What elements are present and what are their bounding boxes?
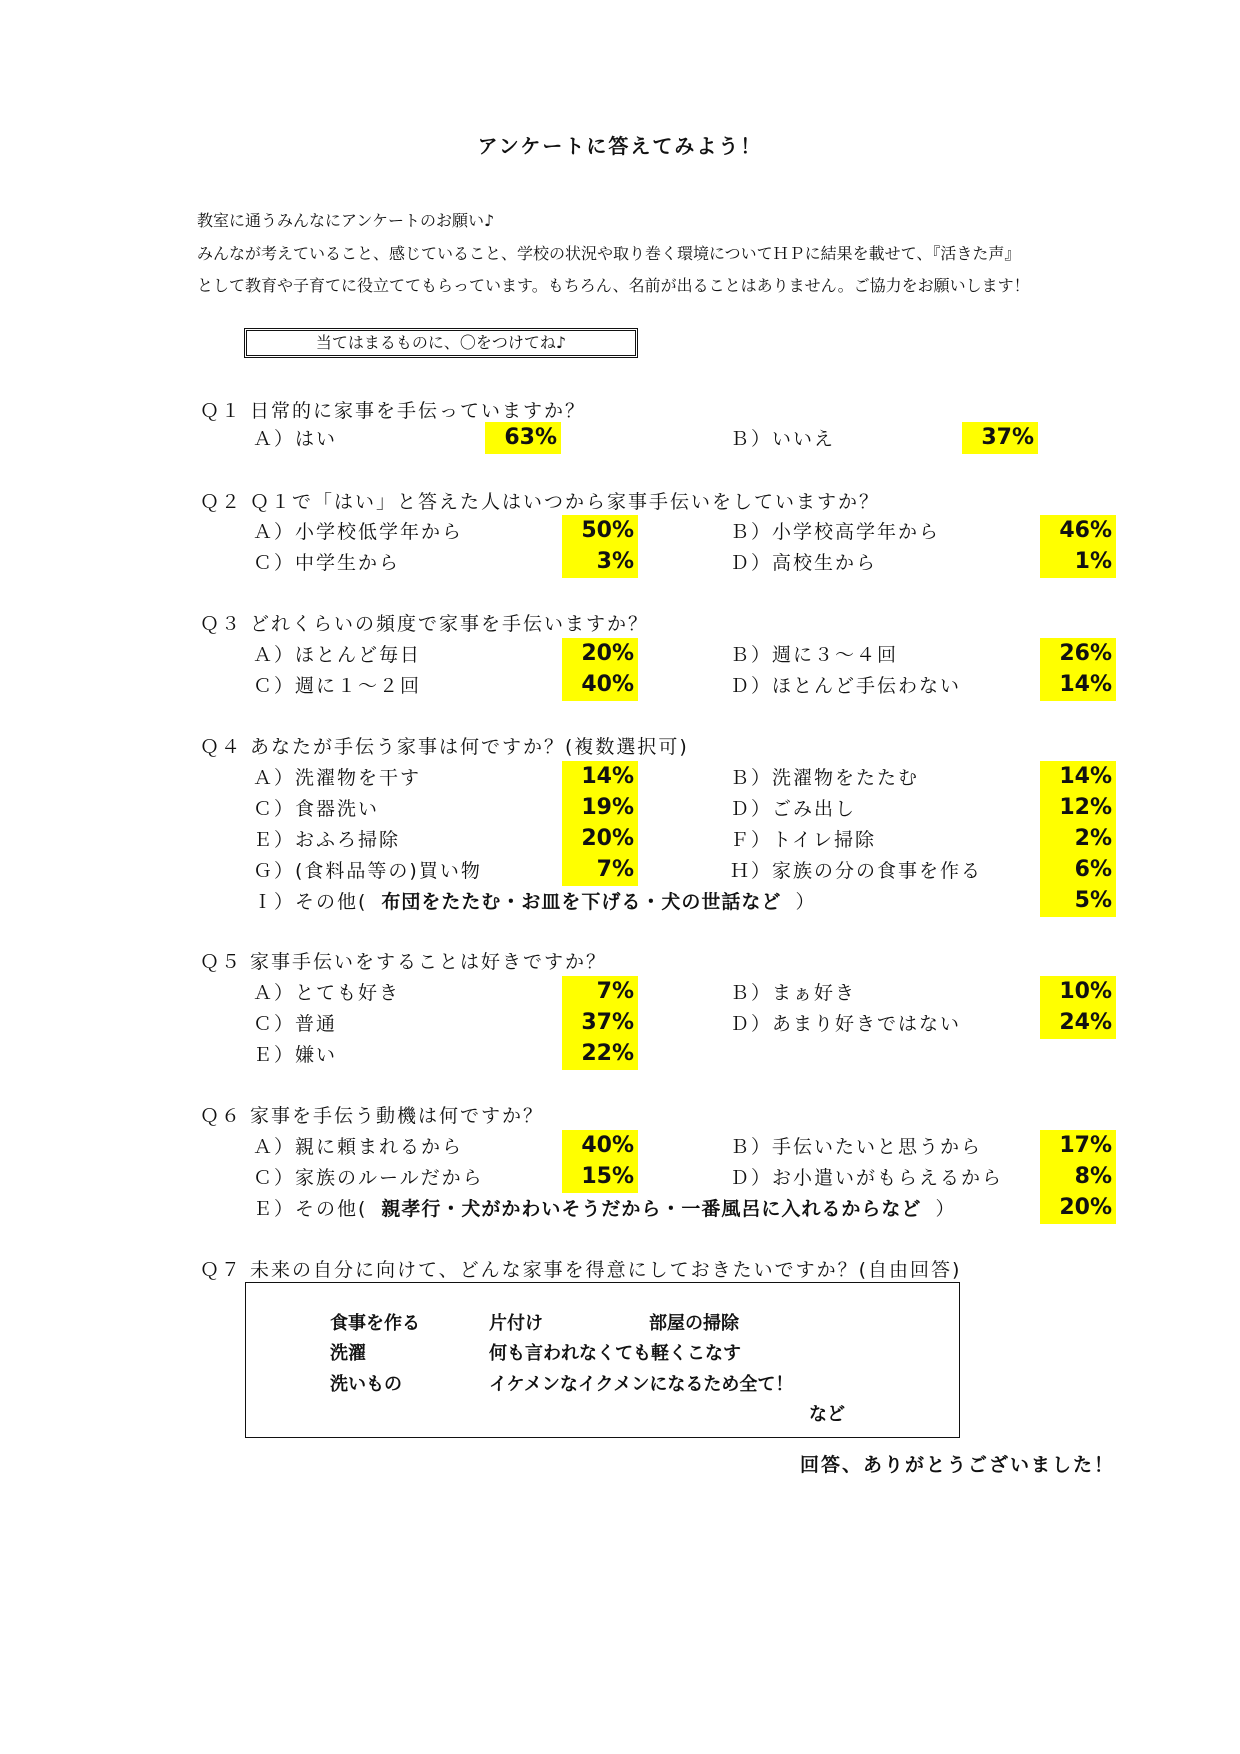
question-text: 家事を手伝う動機は何ですか？ <box>250 1105 545 1127</box>
q3-option-b-percent: 26% <box>1040 638 1116 670</box>
question-text: あなたが手伝う家事は何ですか？(複数選択可) <box>250 736 689 758</box>
q4-option-e[interactable]: Ｅ）おふろ掃除 <box>253 829 401 851</box>
question-2 <box>200 487 880 514</box>
q5-option-a-percent: 7% <box>562 976 638 1008</box>
other-suffix: ） <box>935 1198 957 1220</box>
free-answer: 何も言われなくても軽くこなす <box>489 1343 741 1364</box>
question-number: Ｑ６ <box>200 1105 243 1127</box>
free-answer: 洗いもの <box>330 1374 402 1395</box>
thanks-message: 回答、ありがとうございました！ <box>800 1454 1116 1476</box>
q1-option-b-percent: 37% <box>962 422 1038 454</box>
q2-option-b[interactable]: Ｂ）小学校高学年から <box>730 521 941 543</box>
question-text: 家事手伝いをすることは好きですか？ <box>250 951 608 973</box>
q4-option-d-percent: 12% <box>1040 792 1116 824</box>
q4-option-g-percent: 7% <box>562 854 638 886</box>
q3-option-a[interactable]: Ａ）ほとんど毎日 <box>253 644 422 666</box>
q5-option-b-percent: 10% <box>1040 976 1116 1008</box>
question-4 <box>200 732 689 759</box>
question-5 <box>200 947 607 974</box>
q5-option-c[interactable]: Ｃ）普通 <box>253 1013 338 1035</box>
q3-option-d-percent: 14% <box>1040 669 1116 701</box>
q2-option-c-percent: 3% <box>562 546 638 578</box>
question-number: Ｑ４ <box>200 736 243 758</box>
q4-option-f[interactable]: Ｆ）トイレ掃除 <box>730 829 877 851</box>
question-1 <box>200 396 586 423</box>
q2-option-a[interactable]: Ａ）小学校低学年から <box>253 521 464 543</box>
q4-option-a-percent: 14% <box>562 761 638 793</box>
page-title: アンケートに答えてみよう！ <box>477 134 763 158</box>
q6-option-a[interactable]: Ａ）親に頼まれるから <box>253 1136 464 1158</box>
q4-option-h-percent: 6% <box>1040 854 1116 886</box>
free-answer: 洗濯 <box>330 1343 366 1364</box>
free-answer: 食事を作る <box>330 1313 420 1334</box>
question-number: Ｑ５ <box>200 951 243 973</box>
q2-option-d[interactable]: Ｄ）高校生から <box>730 552 878 574</box>
q6-option-c[interactable]: Ｃ）家族のルールだから <box>253 1167 484 1189</box>
q6-option-b-percent: 17% <box>1040 1130 1116 1162</box>
other-suffix: ） <box>795 891 817 913</box>
question-text: 未来の自分に向けて、どんな家事を得意にしておきたいですか？(自由回答) <box>250 1259 962 1281</box>
q5-option-e[interactable]: Ｅ）嫌い <box>253 1044 338 1066</box>
q6-option-other-percent: 20% <box>1040 1192 1116 1224</box>
free-answer: 片付け <box>489 1313 543 1334</box>
free-answer: 部屋の掃除 <box>649 1313 739 1334</box>
q4-option-b-percent: 14% <box>1040 761 1116 793</box>
question-6 <box>200 1101 544 1128</box>
q5-option-a[interactable]: Ａ）とても好き <box>253 982 401 1004</box>
other-answer: 布団をたたむ・お皿を下げる・犬の世話など <box>381 891 782 913</box>
q4-option-d[interactable]: Ｄ）ごみ出し <box>730 798 857 820</box>
q4-option-c[interactable]: Ｃ）食器洗い <box>253 798 380 820</box>
free-answer: イケメンなイクメンになるため全て！ <box>489 1374 794 1395</box>
intro-line-1: 教室に通うみんなにアンケートのお願い♪ <box>197 211 495 230</box>
q2-option-d-percent: 1% <box>1040 546 1116 578</box>
q6-option-d-percent: 8% <box>1040 1161 1116 1193</box>
question-7 <box>200 1255 961 1282</box>
q2-option-c[interactable]: Ｃ）中学生から <box>253 552 401 574</box>
q3-option-a-percent: 20% <box>562 638 638 670</box>
q6-option-a-percent: 40% <box>562 1130 638 1162</box>
q3-option-b[interactable]: Ｂ）週に３～４回 <box>730 644 899 666</box>
q2-option-a-percent: 50% <box>562 515 638 547</box>
free-answer-box <box>245 1282 960 1438</box>
q4-option-b[interactable]: Ｂ）洗濯物をたたむ <box>730 767 920 789</box>
q6-option-d[interactable]: Ｄ）お小遣いがもらえるから <box>730 1167 1004 1189</box>
q5-option-d-percent: 24% <box>1040 1007 1116 1039</box>
question-number: Ｑ２ <box>200 491 243 513</box>
q4-option-other[interactable] <box>253 887 816 914</box>
question-number: Ｑ３ <box>200 613 243 635</box>
q1-option-a-percent: 63% <box>485 422 561 454</box>
q5-option-b[interactable]: Ｂ）まぁ好き <box>730 982 857 1004</box>
q4-option-c-percent: 19% <box>562 792 638 824</box>
q2-option-b-percent: 46% <box>1040 515 1116 547</box>
other-answer: 親孝行・犬がかわいそうだから・一番風呂に入れるからなど <box>381 1198 922 1220</box>
question-number: Ｑ１ <box>200 400 243 422</box>
q5-option-e-percent: 22% <box>562 1038 638 1070</box>
question-text: Ｑ１で「はい」と答えた人はいつから家事手伝いをしていますか？ <box>250 491 881 513</box>
q4-option-other-percent: 5% <box>1040 885 1116 917</box>
q5-option-c-percent: 37% <box>562 1007 638 1039</box>
other-prefix: Ｉ）その他( <box>253 891 368 913</box>
question-number: Ｑ７ <box>200 1259 243 1281</box>
instruction-box: 当てはまるものに、〇をつけてね♪ <box>244 328 638 358</box>
q5-option-d[interactable]: Ｄ）あまり好きではない <box>730 1013 962 1035</box>
q4-option-g[interactable]: Ｇ）(食料品等の)買い物 <box>253 860 482 882</box>
intro-line-2: みんなが考えていること、感じていること、学校の状況や取り巻く環境についてＨＰに結果を載せて、『活きた声』 <box>197 244 1021 263</box>
q6-option-other[interactable] <box>253 1194 956 1221</box>
question-text: 日常的に家事を手伝っていますか？ <box>250 400 587 422</box>
q6-option-c-percent: 15% <box>562 1161 638 1193</box>
question-text: どれくらいの頻度で家事を手伝いますか？ <box>250 613 650 635</box>
question-3 <box>200 609 649 636</box>
q1-option-a[interactable]: Ａ）はい <box>253 428 338 450</box>
q4-option-a[interactable]: Ａ）洗濯物を干す <box>253 767 422 789</box>
q4-option-f-percent: 2% <box>1040 823 1116 855</box>
q3-option-c-percent: 40% <box>562 669 638 701</box>
q6-option-b[interactable]: Ｂ）手伝いたいと思うから <box>730 1136 983 1158</box>
free-answer: など <box>809 1404 845 1425</box>
other-prefix: Ｅ）その他( <box>253 1198 368 1220</box>
q1-option-b[interactable]: Ｂ）いいえ <box>730 428 836 450</box>
q3-option-d[interactable]: Ｄ）ほとんど手伝わない <box>730 675 962 697</box>
q4-option-e-percent: 20% <box>562 823 638 855</box>
q3-option-c[interactable]: Ｃ）週に１～２回 <box>253 675 422 697</box>
q4-option-h[interactable]: Ｈ）家族の分の食事を作る <box>730 860 983 882</box>
intro-line-3: として教育や子育てに役立ててもらっています。もちろん、名前が出ることはありません。ご協力をお願いします！ <box>197 276 1030 295</box>
